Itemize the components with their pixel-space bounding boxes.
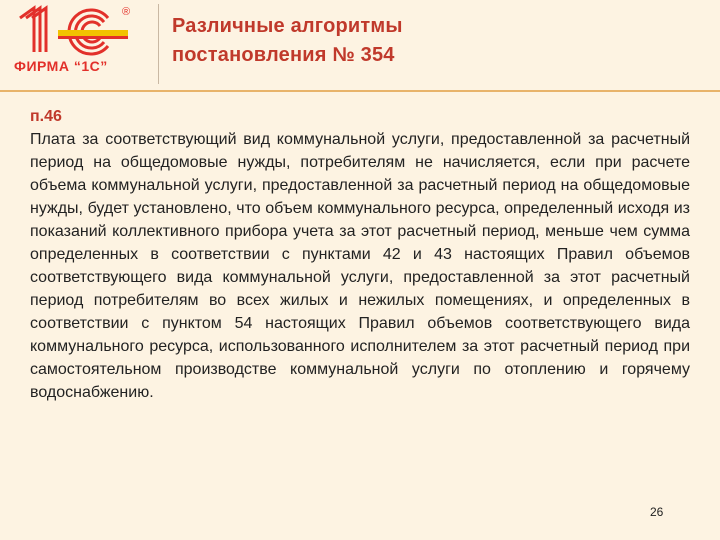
page-number: 26	[650, 505, 664, 519]
logo-company-text: ФИРМА “1С”	[14, 58, 108, 74]
section-label: п.46	[30, 108, 62, 125]
title-line-2: постановления № 354	[172, 44, 395, 66]
header-rule	[0, 90, 720, 92]
header-separator	[158, 4, 159, 84]
registered-mark: ®	[122, 6, 131, 18]
slide-header	[0, 0, 720, 86]
slide-body	[30, 105, 690, 404]
body-paragraph: Плата за соответствующий вид коммунальной услуги, предоставленной за расчетный период на общедомовые нужды, потребителям не начисляется, если при расчете объема коммунальной услуги, предоставленной за расчетный период на общедомовые нужды, будет установлено, что объем коммунального ресурса, определенный исходя из показаний коллективного прибора учета за этот расчетный период, меньше чем сумма определенных в соответствии с пунктами 42 и 43 настоящих Правил объемов соответствующего вида коммунальной услуги, предоставленной за этот расчетный период потребителям во всех жилых и нежилых помещениях, и определенных в соответствии с пунктом 54 настоящих Правил объемов соответствующего вида коммунального ресурса, использованного исполнителем за этот расчетный период при самостоятельном производстве коммунальной услуги по отоплению и горячему водоснабжению.	[30, 131, 690, 401]
title-line-1: Различные алгоритмы	[172, 15, 403, 37]
slide-title	[172, 12, 692, 70]
company-logo	[0, 0, 150, 86]
